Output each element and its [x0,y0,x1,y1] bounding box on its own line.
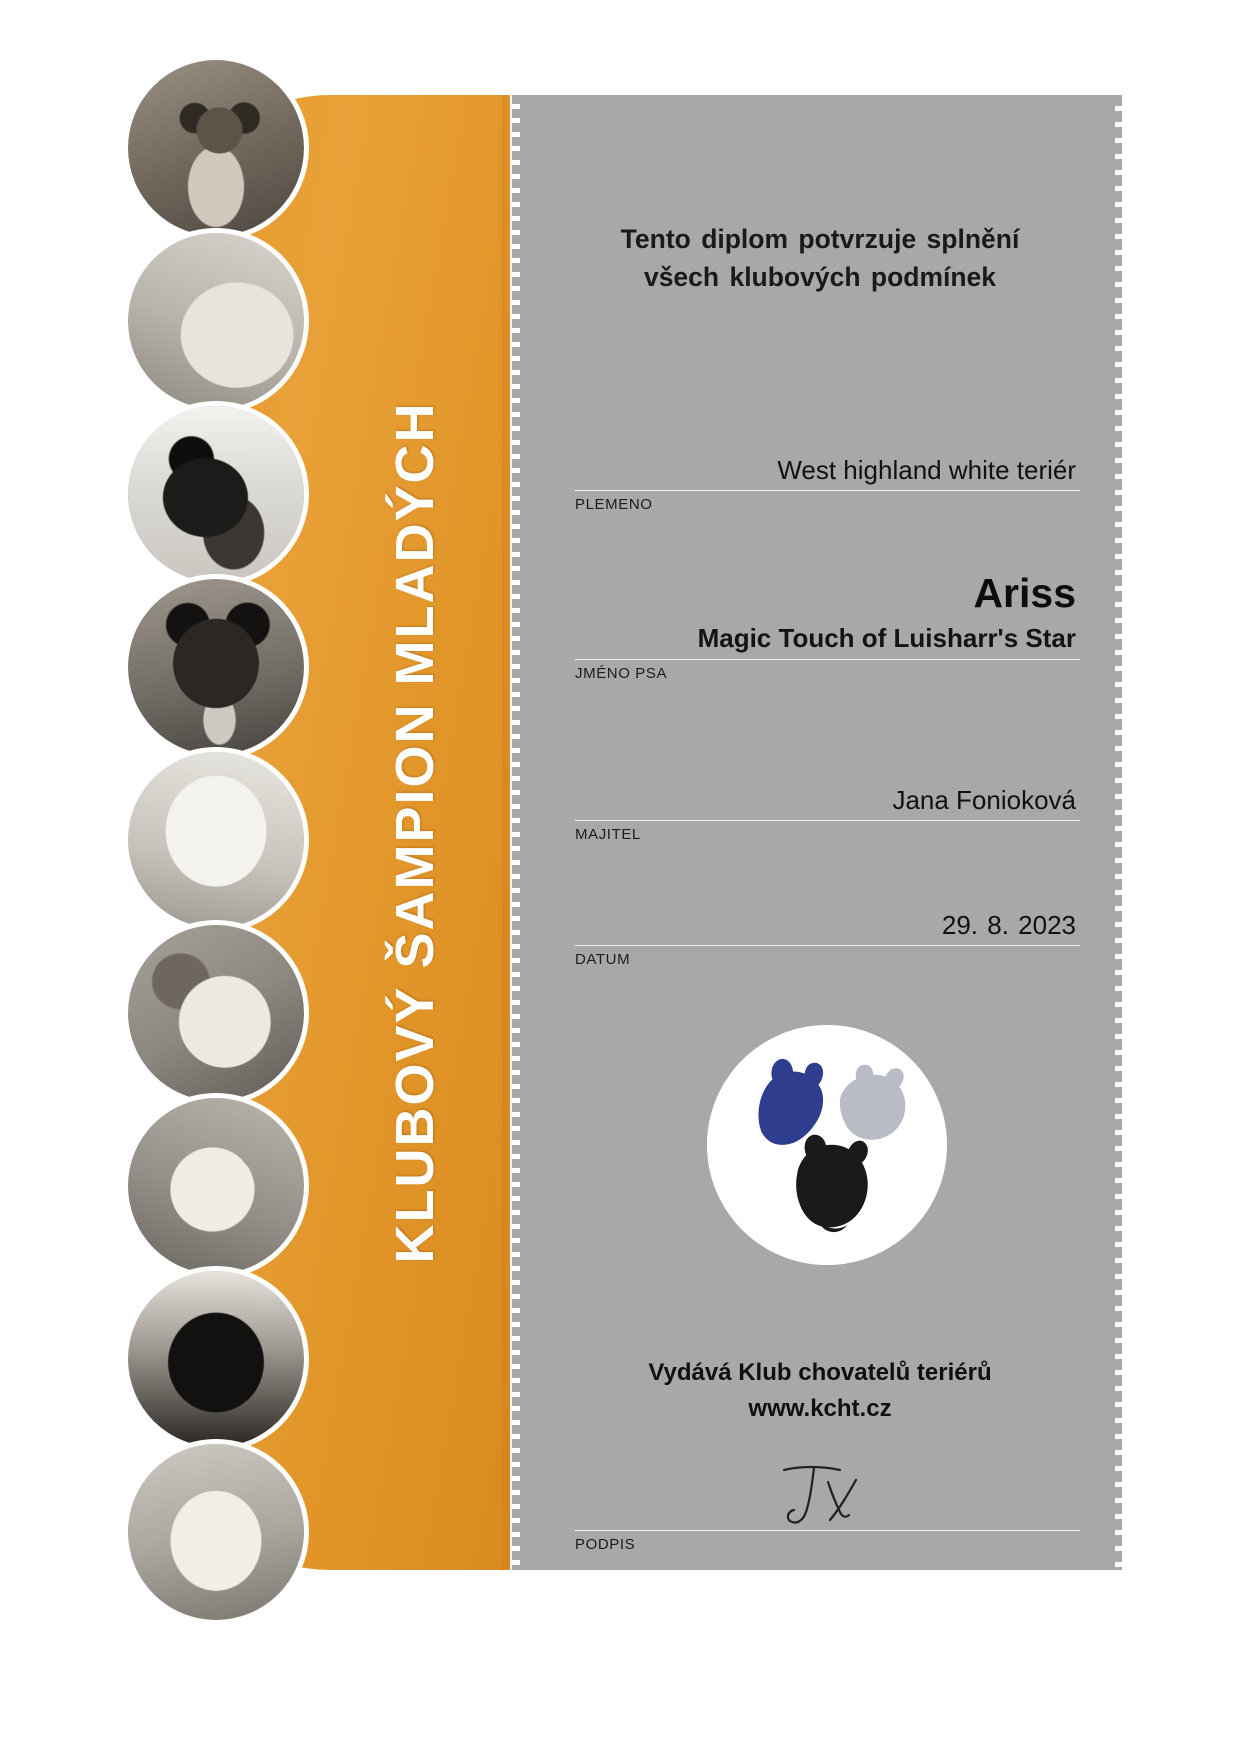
dog-name-label: JMÉNO PSA [575,665,668,683]
headline [555,220,1085,297]
dog-photo-border-terrier [128,60,304,236]
field-dog-name [575,570,1080,682]
headline-line-2: všech klubových podmínek [643,262,997,293]
headline-line-1: Tento diplom potvrzuje splnění [620,224,1020,254]
club-logo-icon [707,1025,947,1265]
dog-photo-west-highland-white-terrier [128,752,304,928]
signature-rule [575,1530,1080,1531]
field-breed [575,455,1080,513]
dog-photo-dandie-dinmont-terrier [128,1444,304,1620]
dog-photo-image [128,1444,304,1620]
dog-photo-staffordshire-terrier [128,1271,304,1447]
dog-photo-image [128,579,304,755]
dog-photo-image [128,1098,304,1274]
dog-photo-image [128,925,304,1101]
dog-photo-image [128,1271,304,1447]
band-title: KLUBOVÝ ŠAMPION MLADÝCH [385,401,445,1264]
dog-photo-irish-terrier [128,1098,304,1274]
signature-label: PODPIS [575,1536,636,1553]
dog-photo-jack-russell-terrier [128,925,304,1101]
dog-photo-bedlington-terrier [128,233,304,409]
owner-value: Jana Fonioková [892,785,1076,815]
dog-photo-image [128,60,304,236]
issuer-line-1: Vydává Klub chovatelů teriérů [648,1359,992,1386]
field-rule [575,490,1080,491]
date-value: 29. 8. 2023 [941,910,1076,940]
field-date [575,910,1080,968]
dog-photo-cairn-terrier [128,579,304,755]
field-rule [575,820,1080,821]
dog-photo-image [128,406,304,582]
dog-full-name: Magic Touch of Luisharr's Star [697,623,1076,654]
issuer-line-2: www.kcht.cz [748,1395,892,1422]
field-rule [575,659,1080,660]
field-rule [575,945,1080,946]
dog-photo-image [128,752,304,928]
owner-label: MAJITEL [575,826,641,843]
dog-photo-strip [128,60,318,1620]
issuer [555,1355,1085,1427]
field-owner [575,785,1080,843]
dog-photo-image [128,233,304,409]
dog-photo-scottish-terrier [128,406,304,582]
date-label: DATUM [575,951,631,968]
signature-block [575,1460,1080,1553]
signature-mark-icon [575,1460,1080,1530]
breed-label: PLEMENO [575,496,653,513]
dog-call-name: Ariss [973,570,1076,616]
breed-value: West highland white teriér [777,455,1076,485]
